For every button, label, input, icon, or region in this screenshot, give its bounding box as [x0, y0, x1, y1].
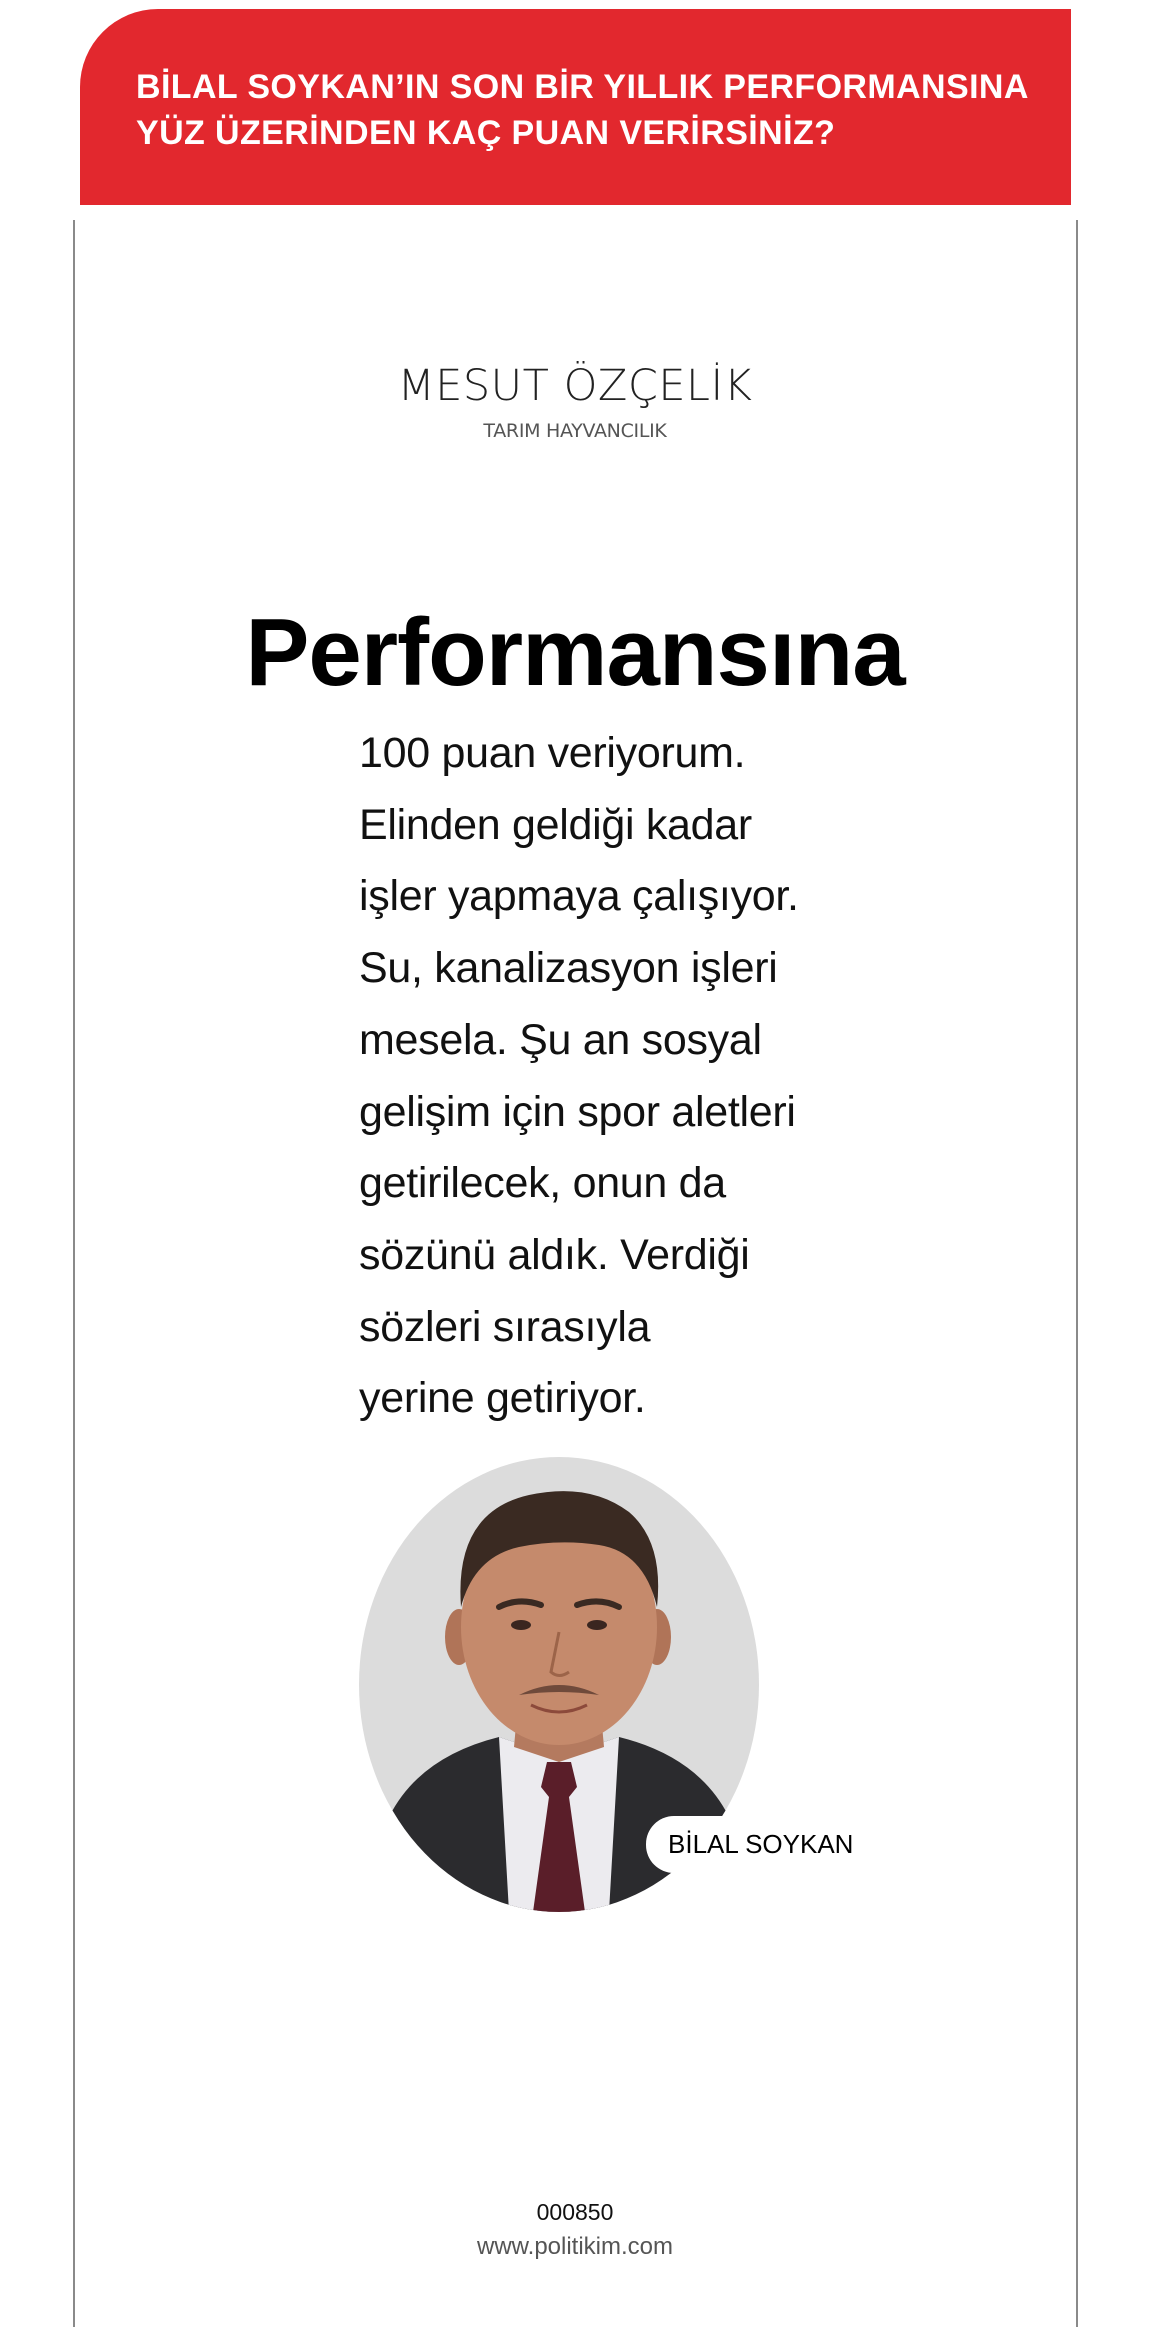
respondent-name: MESUT ÖZÇELİK	[397, 361, 753, 411]
answer-line: yerine getiriyor.	[359, 1374, 646, 1423]
right-eye	[587, 1620, 607, 1630]
answer-heading: Performansına	[245, 599, 905, 706]
respondent-role: TARIM HAYVANCILIK	[483, 420, 667, 442]
answer-line: Su, kanalizasyon işleri	[359, 944, 778, 993]
subject-name-tag: BİLAL SOYKAN	[646, 1816, 856, 1873]
footer-website: www.politikim.com	[476, 2233, 674, 2260]
question-banner	[80, 9, 1071, 205]
answer-line: sözleri sırasıyla	[359, 1302, 651, 1351]
left-eye	[511, 1620, 531, 1630]
answer-line: sözünü aldık. Verdiği	[359, 1230, 750, 1279]
answer-line: gelişim için spor aletleri	[359, 1087, 796, 1136]
answer-line: Elinden geldiği kadar	[359, 800, 752, 849]
answer-text	[359, 718, 979, 1435]
answer-line: getirilecek, onun da	[359, 1159, 726, 1208]
left-frame-line	[73, 220, 75, 2327]
footer-code: 000850	[536, 2199, 614, 2225]
right-frame-line	[1076, 220, 1078, 2327]
answer-line: işler yapmaya çalışıyor.	[359, 872, 799, 921]
answer-line: 100 puan veriyorum.	[359, 729, 746, 777]
question-line-2: YÜZ ÜZERİNDEN KAÇ PUAN VERİRSİNİZ?	[136, 114, 836, 152]
question-line-1: BİLAL SOYKAN’IN SON BİR YILLIK PERFORMANSINA	[136, 68, 1029, 106]
answer-line: mesela. Şu an sosyal	[359, 1015, 762, 1064]
